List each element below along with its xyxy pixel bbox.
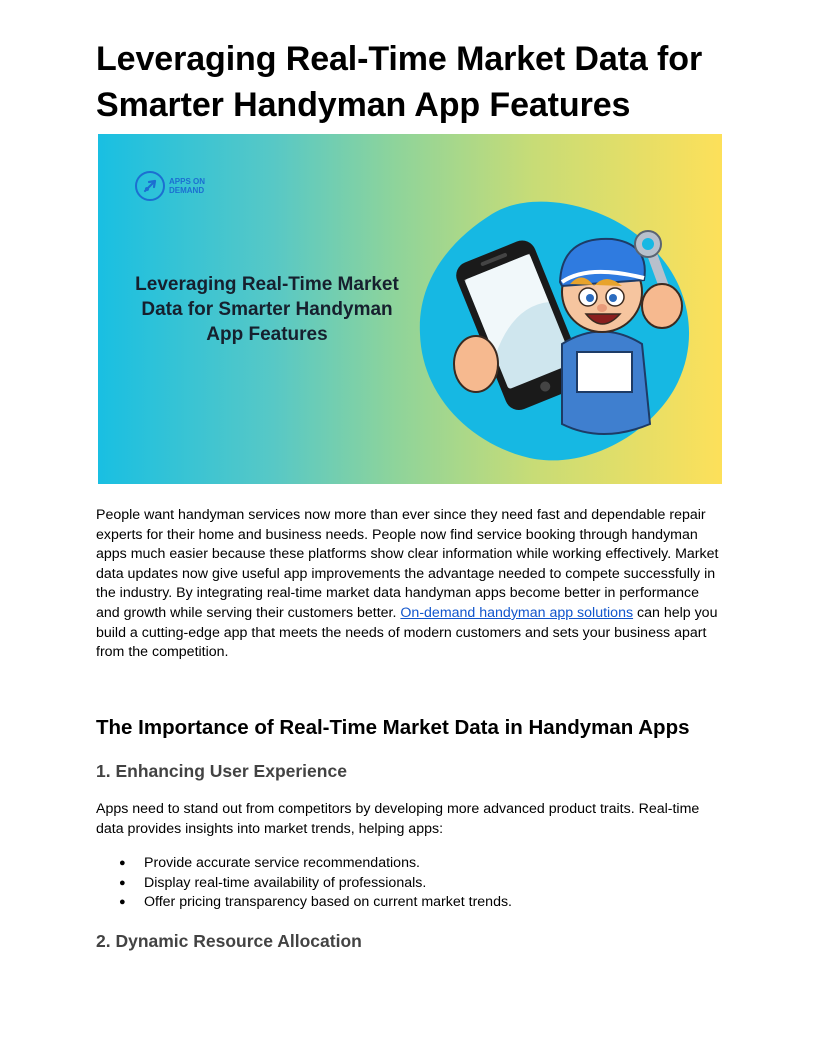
hand-shape	[454, 336, 498, 392]
logo-text-line1: APPS ON	[169, 177, 206, 186]
subheading-resource-allocation: 2. Dynamic Resource Allocation	[96, 931, 362, 951]
subheading-user-experience: 1. Enhancing User Experience	[96, 761, 347, 781]
handyman-illustration	[412, 194, 712, 474]
hero-banner-image	[98, 134, 722, 484]
user-experience-paragraph: Apps need to stand out from competitors by developing more advanced product traits. Real-time data provides insights into market trends, helping apps:	[96, 801, 700, 837]
document-title: Leveraging Real-Time Market Data for Smarter Handyman App Features	[96, 40, 703, 124]
benefits-list	[96, 854, 696, 913]
raised-hand-shape	[642, 284, 682, 328]
intro-paragraph: People want handyman services now more than ever since they need fast and dependable repair experts for their home and business needs. People now find service booking through handyman apps much easier because these platforms show clear information while working effectively. Market data updates now give useful app improvements the advantage needed to compete successfully in the industry. By integrating real-time market data handyman apps become better in performance and growth while serving their customers better. On-demand handyman app solutions can help you build a cutting-edge app that meets the needs of modern customers and sets your business apart from the competition.	[96, 507, 719, 661]
logo-text-line2: DEMAND	[169, 186, 205, 195]
apps-on-demand-logo	[134, 170, 205, 202]
banner-headline: Leveraging Real-Time Market Data for Smarter Handyman App Features	[135, 274, 399, 345]
section-heading: The Importance of Real-Time Market Data in Handyman Apps	[96, 716, 690, 739]
rocket-logo-icon	[134, 170, 166, 202]
on-demand-solutions-link[interactable]: On-demand handyman app solutions	[400, 604, 634, 621]
list-item: ● Offer pricing transparency based on current market trends.	[96, 893, 696, 913]
list-item: ● Provide accurate service recommendations.	[96, 854, 696, 874]
list-item: ● Display real-time availability of professionals.	[96, 874, 696, 894]
